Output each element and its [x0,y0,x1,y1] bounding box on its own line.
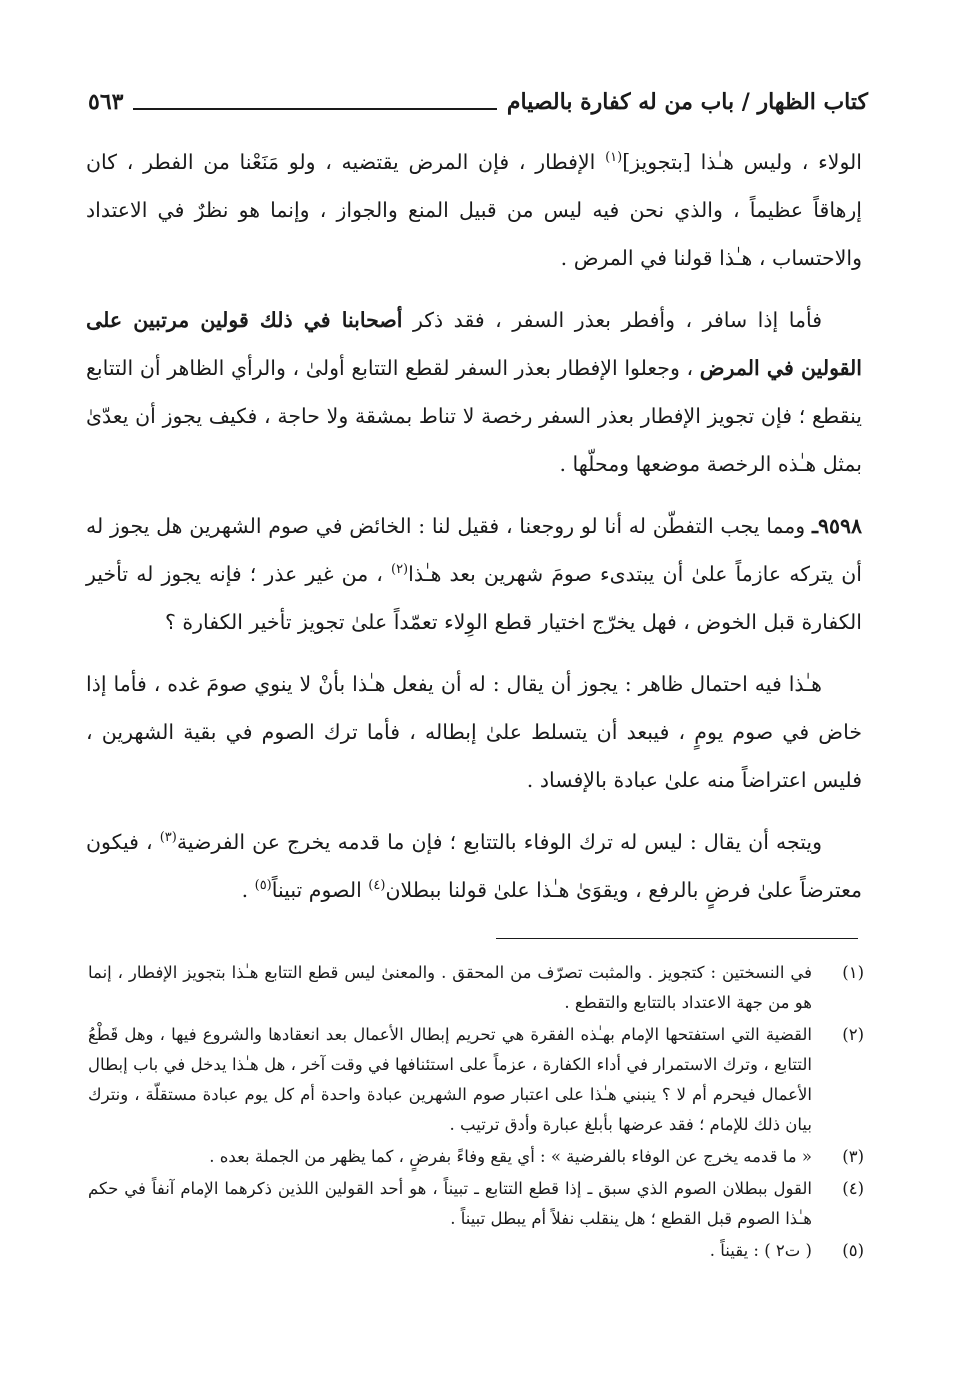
footnote-text: القضية التي استفتحها الإمام بهـٰذه الفقرة هي تحريم إبطال الأعمال بعد انعقادها والشروع فيها ، وهل قَطْعُ التتابع ، وترك الاستمرار في أداء الكفارة ، عزماً على استئنافها في وقت آخر ، هل هـٰذا يدخل في باب إبطال الأعمال فيحرم أم لا ؟ ينبني هـٰذا على اعتبار صوم الشهرين عبادة واحدة أم كل يوم عبادة مستقلّة ، ونترك بيان ذلك للإمام ؛ فقد عرضها بأبلغ عبارة وأدق ترتيب . [88,1025,812,1134]
paragraph-2 [86,296,862,488]
footnote [88,1174,864,1234]
paragraph-text: ، من غير عذر ؛ فإنه يجوز له تأخير الكفارة قبل الخوض ، فهل يخرّج اختيار قطع الوِلاء تعمّداً علىٰ تجويز تأخير الكفارة ؟ [86,562,862,634]
page-number: ٥٦٣ [88,89,124,115]
paragraph-text: ويتجه أن يقال : ليس له ترك الوفاء بالتتابع ؛ فإن ما قدمه يخرج عن الفرضية [176,830,822,854]
paragraph-text: فأما إذا سافر ، وأفطر بعذر السفر ، فقد ذكر [402,308,822,332]
running-header [88,80,868,120]
footnote-ref: (٣) [159,830,177,846]
footnote [88,958,864,1018]
paragraph-4 [86,660,862,804]
header-title: كتاب الظهار / باب من له كفارة بالصيام [506,89,868,115]
footnote [88,1236,864,1266]
paragraph-text: . [241,878,255,902]
footnote-number: (٤) [842,1179,864,1198]
paragraph-text: الصوم تبيناً [271,878,369,902]
footnote-ref: (١) [605,150,623,166]
footnote [88,1142,864,1172]
footnote-separator [496,938,858,939]
paragraph-3 [86,502,862,646]
footnotes [88,958,864,1268]
paragraph-text: ومما يجب التفطّن له أنا لو روجعنا ، فقيل لنا : الخائض في صوم الشهرين هل يجوز له أن يتركه عازماً علىٰ أن يبتدىء صومَ شهرين بعد هـٰذا [86,514,862,586]
paragraph-5 [86,818,862,914]
footnote [88,1020,864,1140]
paragraph-1 [86,138,862,282]
footnote-text: ( ت٢ ) : يقيناً . [709,1241,812,1260]
bold-phrase: أصحابنا في ذلك قولين مرتبين على القولين في المرض [86,308,862,380]
footnote-number: (٣) [842,1147,864,1166]
footnote-ref: (٢) [390,562,409,578]
paragraph-text: الإفطار ، فإن المرض يقتضيه ، ولو مَنَعْنا من الفطر ، كان إرهاقاً عظيماً ، والذي نحن فيه ليس من قبيل المنع والجواز ، وإنما هو نظرٌ في الاعتداد والاحتساب ، هـٰذا قولنا في المرض . [86,150,862,270]
paragraph-text: ، وجعلوا الإفطار بعذر السفر لقطع التتابع أولىٰ ، والرأي الظاهر أن التتابع ينقطع ؛ فإن تجويز الإفطار بعذر السفر رخصة لا تناط بمشقة ولا حاجة ، فكيف يجوز أن يعدّىٰ بمثل هـٰذه الرخصة موضعها ومحلّها . [86,356,862,476]
main-text [86,138,862,928]
footnote-text: « ما قدمه يخرج عن الوفاء بالفرضية » : أي يقع وفاءً بفرضٍ ، كما يظهر من الجملة بعده . [209,1147,812,1166]
footnote-ref: (٥) [254,878,272,894]
footnote-number: (٢) [842,1025,864,1044]
footnote-text: القول ببطلان الصوم الذي سبق ـ إذا قطع التتابع ـ تبيناً ، هو أحد القولين اللذين ذكرهما الإمام آنفاً في حكم هـٰذا الصوم قبل القطع ؛ هل ينقلب نفلاً أم يبطل تبيناً . [88,1179,812,1228]
paragraph-text: ، فيكون معترضاً علىٰ فرضٍ بالرفع ، ويقوَىٰ هـٰذا علىٰ قولنا ببطلان [86,830,862,902]
footnote-number: (٥) [842,1241,864,1260]
paragraph-number: ٩٥٩٨ـ [811,514,862,538]
footnote-text: في النسختين : كتجويز . والمثبت تصرّف من المحقق . والمعنىٰ ليس قطع التتابع هـٰذا بتجويز الإفطار ، إنما هو من جهة الاعتداد بالتتابع والتقطع . [88,963,812,1012]
header-rule [133,108,496,110]
paragraph-text: الولاء ، وليس هـٰذا [بتجويز] [622,150,862,174]
footnote-number: (١) [842,963,864,982]
footnote-ref: (٤) [368,878,386,894]
paragraph-text: هـٰذا فيه احتمال ظاهر : يجوز أن يقال : له أن يفعل هـٰذا بأنْ لا ينوي صومَ غده ، فأما إذا خاض في صوم يومٍ ، فيبعد أن يتسلط علىٰ إبطاله ، فأما ترك الصوم في بقية الشهرين ، فليس اعتراضاً منه علىٰ عبادة بالإفساد . [86,672,862,792]
